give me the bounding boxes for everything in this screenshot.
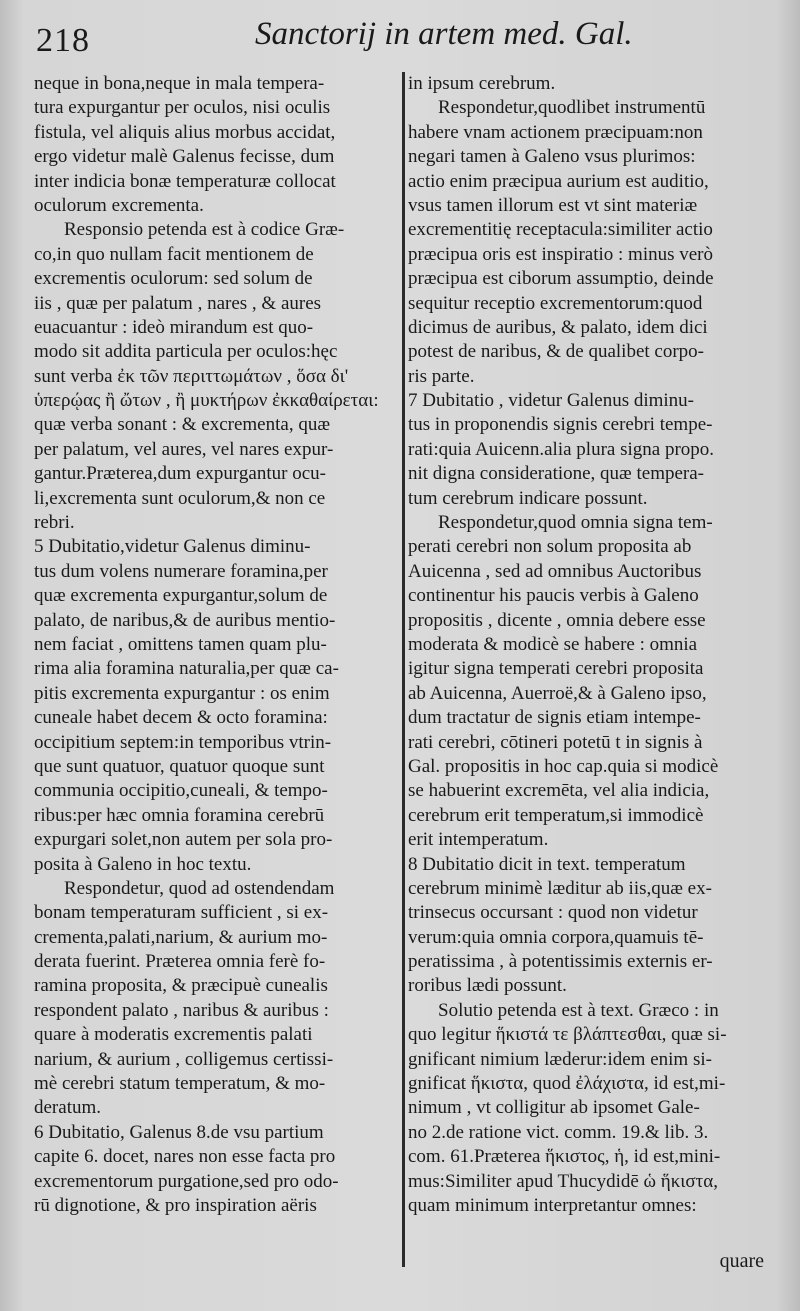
text-line: trinsecus occursant : quod non videtur: [408, 902, 698, 924]
column-divider: [402, 72, 405, 1267]
text-line: gnificant nimium læderur:idem enim si-: [408, 1048, 712, 1070]
page-header: [0, 0, 800, 70]
text-line: gantur.Prætereа,dum expurgantur ocu-: [34, 463, 326, 485]
text-line: que sunt quatuor, quatuor quoque sunt: [34, 755, 325, 777]
text-line: præcipua est ciborum assumptio, deinde: [408, 268, 714, 290]
text-line: palato, de naribus,& de auribus mentio-: [34, 609, 336, 631]
text-line: actio enim præcipua aurium est auditio,: [408, 170, 709, 192]
catchword: quare: [719, 1250, 764, 1272]
text-line: 5 Dubitatio,videtur Galenus diminu-: [34, 536, 311, 558]
text-line: rū dignotione, & pro inspiration aëris: [34, 1194, 317, 1216]
text-line: iis , quæ per palatum , nares , & aures: [34, 292, 322, 314]
text-line: bonam temperaturam sufficient , si ex-: [34, 902, 329, 924]
text-line: sunt verba ἐκ τῶν περιττωμάτων , ὅσα δι': [34, 365, 349, 387]
text-line: ab Auicenna, Auerroë,& à Galeno ipso,: [408, 682, 707, 704]
text-line: se habuerint excremēta, vel alia indicia,: [408, 780, 710, 802]
text-line: Respondetur,quodlibet instrumentū: [438, 97, 706, 119]
text-line: potest de naribus, & de qualibet corpo-: [408, 341, 705, 363]
text-line: posita à Galeno in hoc textu.: [34, 853, 252, 875]
text-line: Responsio petenda est à codice Græ-: [64, 219, 345, 241]
text-line: rima alia foramina naturalia,per quæ ca-: [34, 658, 339, 680]
text-line: modo sit addita particula per oculos:hęc: [34, 341, 338, 363]
text-line: continentur his paucis verbis à Galeno: [408, 585, 699, 607]
text-line: erit intemperatum.: [408, 829, 549, 851]
text-line: 7 Dubitatio , videtur Galenus diminu-: [408, 390, 695, 412]
text-line: quæ verba sonant : & excrementa, quæ: [34, 414, 331, 436]
text-line: quo legitur ἥκιστά τε βλάπτεσθαι, quæ si-: [408, 1024, 727, 1046]
text-line: com. 61.Præterea ἥκιστος, ἡ, id est,mini-: [408, 1146, 721, 1168]
text-line: dicimus de auribus, & palato, idem dici: [408, 316, 708, 338]
page-number: 218: [36, 22, 90, 59]
text-line: verum:quia omnia corpora,quamuis tē-: [408, 926, 704, 948]
text-line: respondent palato , naribus & auribus :: [34, 999, 329, 1021]
text-line: quæ excrementa expurgantur,solum de: [34, 585, 328, 607]
text-line: ramina proposita, & præcipuè cunealis: [34, 975, 328, 997]
text-line: oculorum excrementa.: [34, 194, 204, 216]
text-line: moderata & modicè se habere : omnia: [408, 633, 698, 655]
text-line: excrementitię receptacula:similiter actio: [408, 219, 713, 241]
right-text-column: [408, 72, 768, 1218]
left-text-column: [34, 72, 390, 1218]
text-line: Auicenna , sed ad omnibus Auctoribus: [408, 560, 702, 582]
text-line: Solutio petenda est à text. Græco : in: [438, 999, 719, 1021]
text-line: pitis excrementa expurgantur : os enim: [34, 682, 330, 704]
text-line: peratissima , à potentissimis externis er-: [408, 951, 713, 973]
text-line: mus:Similiter apud Thucydidē ὡ ἥκιστα,: [408, 1170, 719, 1192]
text-line: 8 Dubitatio dicit in text. temperatum: [408, 853, 686, 875]
text-line: derata fuerint. Præterea omnia ferè fo-: [34, 951, 326, 973]
text-line: in ipsum cerebrum.: [408, 73, 556, 94]
text-line: communia occipitio,cuneali, & tempo-: [34, 780, 328, 802]
text-line: inter indicia bonæ temperaturæ collocat: [34, 170, 336, 192]
text-line: Respondetur,quod omnia signa tem-: [438, 512, 713, 534]
text-line: no 2.de ratione vict. comm. 19.& lib. 3.: [408, 1121, 709, 1143]
text-line: habere vnam actionem præcipuam:non: [408, 121, 703, 143]
text-line: cerebrum erit temperatum,si immodicè: [408, 804, 704, 826]
text-line: euacuantur : ideò mirandum est quo-: [34, 316, 314, 338]
text-line: 6 Dubitatio, Galenus 8.de vsu partium: [34, 1121, 324, 1143]
text-line: occipitium septem:in temporibus vtrin-: [34, 731, 332, 753]
text-line: rati cerebri, cōtineri potetū t in signis à: [408, 731, 703, 753]
text-line: narium, & aurium , colligemus certissi-: [34, 1048, 334, 1070]
text-line: sequitur receptio excrementorum:quod: [408, 292, 703, 314]
text-line: gnificat ἥκιστα, quod ἐλάχιστα, id est,mi-: [408, 1073, 726, 1095]
text-line: crementa,palati,narium, & aurium mo-: [34, 926, 328, 948]
text-line: nit digna consideratione, quæ tempera-: [408, 463, 704, 485]
text-line: deratum.: [34, 1097, 102, 1119]
text-line: quare à moderatis excrementis palati: [34, 1024, 313, 1046]
text-line: dum tractatur de signis etiam intempe-: [408, 707, 701, 729]
text-line: neque in bona,neque in mala tempera-: [34, 73, 325, 94]
text-line: co,in quo nullam facit mentionem de: [34, 243, 314, 265]
text-line: rati:quia Auicenn.alia plura signa propo.: [408, 438, 715, 460]
text-line: nimum , vt colligitur ab ipsomet Gale-: [408, 1097, 700, 1119]
text-line: ergo videtur malè Galenus fecisse, dum: [34, 146, 335, 168]
text-line: fistula, vel aliquis alius morbus accidat,: [34, 121, 336, 143]
text-line: tus in proponendis signis cerebri tempe-: [408, 414, 713, 436]
text-line: quam minimum interpretantur omnes:: [408, 1194, 697, 1216]
text-line: cuneale habet decem & octo foramina:: [34, 707, 328, 729]
text-line: excrementorum purgatione,sed pro odo-: [34, 1170, 339, 1192]
text-line: Gal. propositis in hoc cap.quia si modicè: [408, 755, 719, 777]
text-line: tura expurgantur per oculos, nisi oculis: [34, 97, 331, 119]
text-line: roribus lædi possunt.: [408, 975, 567, 997]
text-line: li,excrementa sunt oculorum,& non ce: [34, 487, 326, 509]
text-line: vsus tamen illorum est vt sint materiæ: [408, 194, 698, 216]
text-line: capite 6. docet, nares non esse facta pro: [34, 1146, 336, 1168]
text-line: cerebrum minimè læditur ab iis,quæ ex-: [408, 877, 712, 899]
text-line: ris parte.: [408, 365, 475, 387]
text-line: perati cerebri non solum proposita ab: [408, 536, 692, 558]
text-line: rebri.: [34, 512, 75, 534]
text-line: excrementis oculorum: sed solum de: [34, 268, 313, 290]
text-line: expurgari solet,non autem per sola pro-: [34, 829, 333, 851]
text-line: propositis , dicente , omnia debere esse: [408, 609, 706, 631]
text-line: Respondetur, quod ad ostendendam: [64, 877, 335, 899]
text-line: ribus:per hæc omnia foramina cerebrū: [34, 804, 325, 826]
text-line: ὑπερῴας ἢ ὤτων , ἢ μυκτήρων ἐκκαθαίρεται:: [34, 390, 379, 412]
text-line: nem faciat , omittens tamen quam plu-: [34, 633, 327, 655]
text-line: per palatum, vel aures, vel nares expur-: [34, 438, 334, 460]
text-line: mè cerebri statum temperatum, & mo-: [34, 1073, 326, 1095]
text-line: negari tamen à Galeno vsus plurimos:: [408, 146, 696, 168]
running-title: Sanctorij in artem med. Gal.: [255, 16, 633, 52]
text-line: igitur signa temperati cerebri proposita: [408, 658, 704, 680]
text-line: præcipua oris est inspiratio : minus verò: [408, 243, 714, 265]
text-line: tum cerebrum indicare possunt.: [408, 487, 648, 509]
text-line: tus dum volens numerare foramina,per: [34, 560, 328, 582]
